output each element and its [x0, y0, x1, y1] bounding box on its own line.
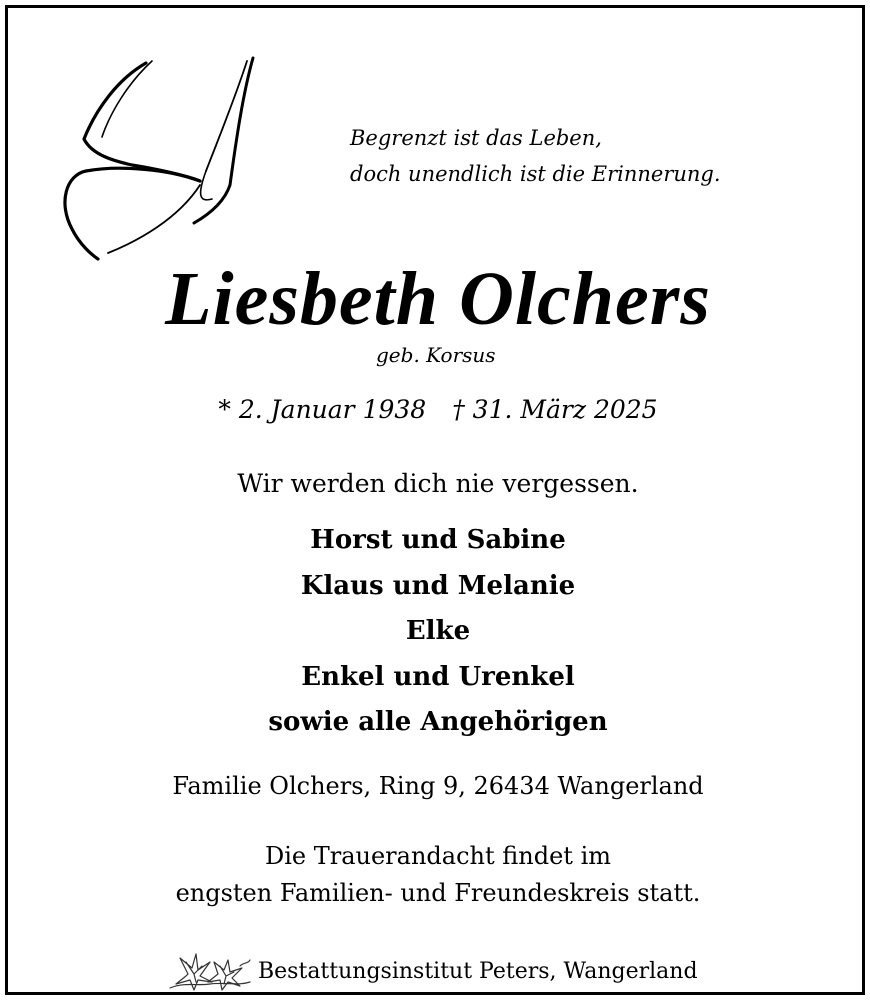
motto	[350, 120, 721, 192]
undertaker	[166, 952, 698, 992]
motto-line-1: Begrenzt ist das Leben,	[350, 126, 602, 150]
mourner-entry: Enkel und Urenkel	[301, 661, 575, 692]
undertaker-name: Bestattungsinstitut Peters, Wangerland	[258, 959, 698, 984]
life-dates	[8, 393, 868, 427]
mourner-entry: Elke	[405, 616, 471, 646]
family-address: Familie Olchers, Ring 9, 26434 Wangerland	[172, 772, 704, 800]
deceased-name: Liesbeth Olchers	[165, 257, 711, 341]
farewell-text: Wir werden dich nie vergessen.	[237, 469, 639, 498]
death-date: † 31. März 2025	[452, 395, 658, 424]
service-line-1: Die Trauerandacht findet im	[264, 842, 612, 870]
maiden-name: geb. Korsus	[376, 343, 496, 367]
service-line-2: engsten Familien- und Freundeskreis statt.	[175, 879, 701, 907]
mourner-entry: sowie alle Angehörigen	[268, 707, 608, 737]
butterfly-icon	[48, 53, 278, 273]
lily-icon	[166, 952, 252, 992]
mourner-entry: Klaus und Melanie	[300, 570, 576, 601]
mourners-list	[8, 518, 868, 746]
mourner-entry: Horst und Sabine	[310, 525, 566, 555]
service-info	[8, 838, 868, 912]
birth-date: * 2. Januar 1938	[218, 395, 427, 424]
motto-line-2: doch unendlich ist die Erinnerung.	[350, 162, 721, 186]
notice-frame	[5, 5, 865, 995]
